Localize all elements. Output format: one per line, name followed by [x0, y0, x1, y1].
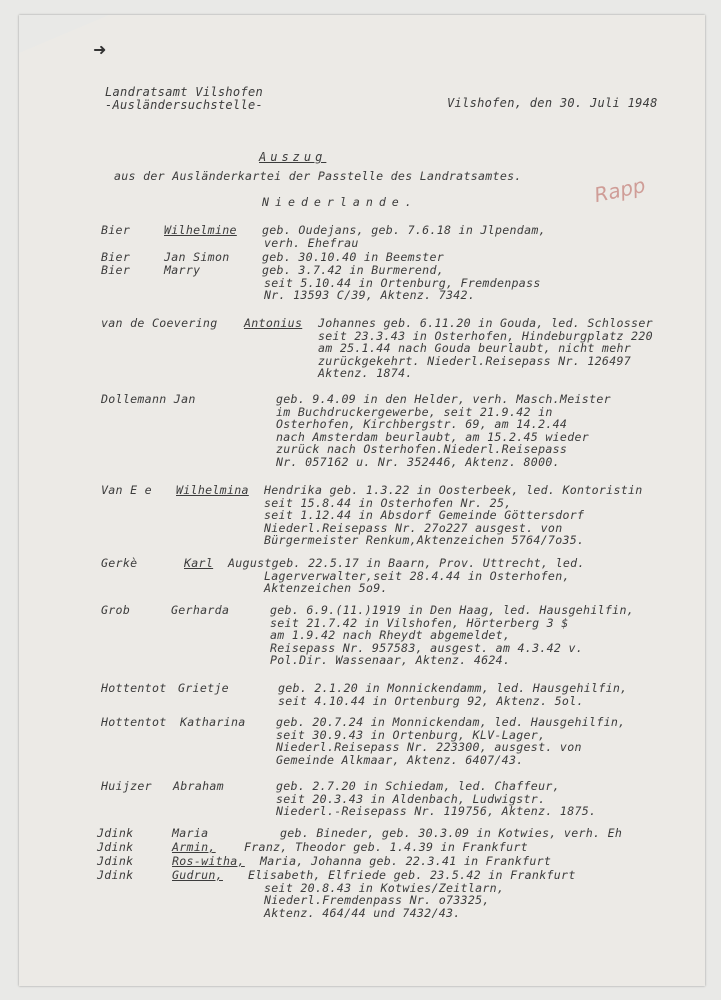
entry-detail-line: nach Amsterdam beurlaubt, am 15.2.45 wieder [276, 429, 590, 444]
entry-detail-line: Maria, Johanna geb. 22.3.41 in Frankfurt [260, 854, 552, 868]
entry-detail-line: geb. 2.7.20 in Schiedam, led. Chaffeur, [276, 779, 560, 793]
entry-detail-line: Nr. 13593 C/39, Aktenz. 7342. [264, 288, 476, 303]
entry-detail-line: geb. 2.1.20 in Monnickendamm, led. Hausgehilfin, [278, 681, 628, 695]
entry-detail-line: Osterhofen, Kirchbergstr. 69, am 14.2.44 [276, 417, 568, 432]
entry-surname: Jdink [97, 868, 134, 882]
entry-detail-line: im Buchdruckergewerbe, seit 21.9.42 in [276, 404, 553, 419]
entry-detail-line: am 25.1.44 nach Gouda beurlaubt, nicht mehr [318, 341, 632, 356]
entry-surname: Hottentot [101, 681, 167, 695]
office-name: Landratsamt Vilshofen [105, 85, 264, 99]
entry-detail-line: geb. Oudejans, geb. 7.6.18 in Jlpendam, [262, 223, 546, 237]
entry-detail-line: Niederl.-Reisepass Nr. 119756, Aktenz. 1875. [276, 804, 597, 819]
entry-detail-line: Franz, Theodor geb. 1.4.39 in Frankfurt [244, 840, 528, 854]
entry-given-name: Armin, [172, 840, 216, 854]
entry-given-name: Ros-witha, [172, 854, 245, 868]
place-date: Vilshofen, den 30. Juli 1948 [447, 96, 658, 110]
entry-given-name: Gerharda [171, 603, 230, 617]
entry-given-name: Gudrun, [172, 868, 223, 882]
entry-detail-line: geb. Bineder, geb. 30.3.09 in Kotwies, verh. Eh [280, 826, 623, 840]
entry-detail-line: Gemeinde Alkmaar, Aktenz. 6407/43. [276, 752, 524, 767]
entry-surname: Jdink [97, 826, 134, 840]
entry-detail-line: seit 20.8.43 in Kotwies/Zeitlarn, [264, 880, 505, 895]
entry-detail-line: Reisepass Nr. 957583, ausgest. am 4.3.42 v. [270, 640, 584, 655]
entry-detail-line: Hendrika geb. 1.3.22 in Oosterbeek, led. Kontoristin [264, 483, 643, 497]
entry-given-name: Marry [164, 263, 201, 277]
entry-detail-line: seit 15.8.44 in Osterhofen Nr. 25, [264, 495, 512, 510]
entry-detail-line: Johannes geb. 6.11.20 in Gouda, led. Schlosser [318, 316, 653, 330]
entry-detail-line: Aktenzeichen 5o9. [264, 581, 388, 596]
entry-surname: van de Coevering [101, 316, 218, 330]
arrow-icon: ➜ [93, 40, 107, 59]
entry-detail-line: seit 20.3.43 in Aldenbach, Ludwigstr. [276, 791, 546, 806]
entry-detail-line: Niederl.Fremdenpass Nr. o73325, [264, 893, 490, 908]
entry-given-name: Grietje [178, 681, 229, 695]
entry-given-name: Wilhelmine [164, 223, 237, 237]
entry-detail-line: Niederl.Reisepass Nr. 27o227 ausgest. von [264, 520, 563, 535]
entry-surname: Van E e [101, 483, 152, 497]
entry-detail-line: Augustgeb. 22.5.17 in Baarn, Prov. Uttrecht, led. [228, 556, 585, 570]
entry-detail-line: geb. 9.4.09 in den Helder, verh. Masch.Meister [276, 392, 611, 406]
entry-given-name: Abraham [173, 779, 224, 793]
entry-surname: Dollemann Jan [101, 392, 196, 406]
entry-detail-line: zurückgekehrt. Niederl.Reisepass Nr. 126497 [318, 353, 632, 368]
entry-detail-line: seit 1.12.44 in Absdorf Gemeinde Göttersdorf [264, 508, 585, 523]
entry-given-name: Maria [172, 826, 209, 840]
entry-surname: Hottentot [101, 715, 167, 729]
entry-detail-line: seit 4.10.44 in Ortenburg 92, Aktenz. 5ol. [278, 693, 584, 708]
entry-detail-line: seit 30.9.43 in Ortenburg, KLV-Lager, [276, 727, 546, 742]
entry-detail-line: geb. 3.7.42 in Burmerend, [262, 263, 445, 277]
entry-detail-line: am 1.9.42 nach Rheydt abgemeldet, [270, 628, 511, 643]
entry-detail-line: geb. 20.7.24 in Monnickendam, led. Hausgehilfin, [276, 715, 626, 729]
entry-detail-line: Nr. 057162 u. Nr. 352446, Aktenz. 8000. [276, 455, 560, 469]
entry-detail-line: Aktenz. 464/44 und 7432/43. [264, 905, 461, 920]
entry-surname: Huijzer [101, 779, 152, 793]
entry-surname: Jdink [97, 840, 134, 854]
entry-detail-line: verh. Ehefrau [264, 235, 359, 250]
entry-surname: Bier [101, 223, 131, 237]
entry-given-name: Wilhelmina [176, 483, 249, 497]
entry-detail-line: geb. 6.9.(11.)1919 in Den Haag, led. Hausgehilfin, [270, 603, 635, 617]
entry-detail-line: Niederl.Reisepass Nr. 223300, ausgest. von [276, 740, 582, 755]
nationality-heading: Niederlande. [262, 195, 418, 209]
entry-given-name: Katharina [180, 715, 246, 729]
entry-detail-line: zurück nach Osterhofen.Niederl.Reisepass [276, 442, 568, 457]
entry-surname: Gerkè [101, 556, 138, 570]
entry-detail-line: Bürgermeister Renkum,Aktenzeichen 5764/7o35. [264, 533, 585, 548]
entry-surname: Jdink [97, 854, 134, 868]
entry-detail-line: seit 5.10.44 in Ortenburg, Fremdenpass [264, 275, 541, 290]
entry-surname: Bier [101, 250, 131, 264]
entry-detail-line: seit 21.7.42 in Vilshofen, Hörterberg 3 $ [270, 615, 569, 630]
document-subtitle: aus der Ausländerkartei der Passtelle des Landratsamtes. [114, 169, 522, 183]
entry-surname: Grob [101, 603, 131, 617]
entry-detail-line: Elisabeth, Elfriede geb. 23.5.42 in Frankfurt [248, 868, 576, 882]
document-title: Auszug [259, 150, 327, 164]
entry-given-name: Antonius [244, 316, 303, 330]
office-subdivision: -Ausländersuchstelle- [105, 98, 264, 112]
entry-given-name: Jan Simon [164, 250, 230, 264]
entry-surname: Bier [101, 263, 131, 277]
handwritten-mark: Rapp [592, 172, 648, 208]
entry-detail-line: seit 23.3.43 in Osterhofen, Hindeburgplatz 220 [318, 328, 653, 343]
entry-given-name: Karl [184, 556, 214, 570]
entry-detail-line: Pol.Dir. Wassenaar, Aktenz. 4624. [270, 653, 511, 668]
entry-detail-line: Lagerverwalter,seit 28.4.44 in Osterhofen, [264, 568, 570, 583]
entry-detail-line: Aktenz. 1874. [318, 366, 413, 381]
entry-detail-line: geb. 30.10.40 in Beemster [262, 250, 445, 264]
